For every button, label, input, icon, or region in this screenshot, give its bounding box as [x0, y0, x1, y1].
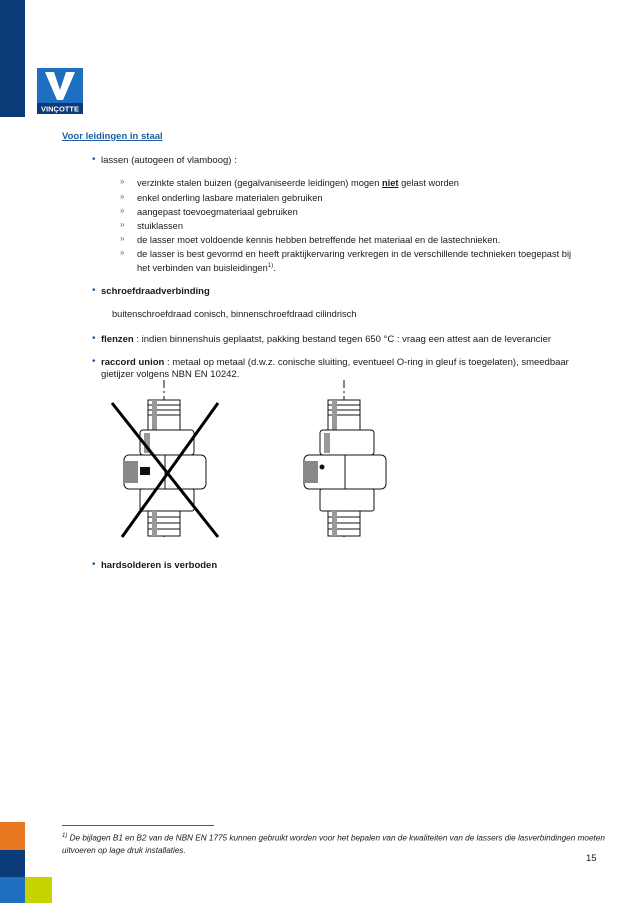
footnote-divider: [62, 825, 214, 826]
item-text: aangepast toevoegmateriaal gebruiken: [137, 207, 298, 217]
item-text-line2: het verbinden van buisleidingen: [137, 263, 268, 274]
raccord-text-line2: gietijzer volgens NBN EN 10242.: [101, 369, 240, 380]
vincotte-logo: [37, 68, 83, 114]
brand-stripe-blue: [0, 877, 25, 903]
item-text-tail: gelast worden: [398, 178, 459, 188]
union-drawing-approved: [304, 380, 386, 540]
bullet-icon: •: [92, 154, 96, 165]
item-text: stuiklassen: [137, 221, 183, 231]
section-heading: Voor leidingen in staal: [62, 131, 163, 142]
raccord-title: raccord union: [101, 357, 165, 368]
union-drawings: [100, 375, 400, 545]
arrow-icon: »: [120, 206, 125, 215]
schroef-description: buitenschroefdraad conisch, binnenschroefdraad cilindrisch: [112, 309, 357, 319]
brand-stripe-top: [0, 0, 25, 117]
flenzen-title: flenzen: [101, 334, 134, 345]
lassen-label: lassen (autogeen of vlamboog) :: [101, 155, 237, 166]
item-text-tail: .: [273, 263, 276, 274]
hardsolderen-text: hardsolderen is verboden: [101, 560, 218, 571]
raccord-text: : metaal op metaal (d.w.z. conische sluiting, eventueel O-ring in gleuf is toegelaten), smeedbaar: [164, 357, 569, 368]
flenzen-text: : indien binnenshuis geplaatst, pakking bestand tegen 650 °C : vraag een attest aan de leverancier: [133, 334, 552, 345]
bullet-icon: •: [92, 356, 96, 367]
bullet-icon: •: [92, 333, 96, 344]
arrow-icon: »: [120, 192, 125, 201]
brand-stripe-navy: [0, 850, 25, 877]
footnote: [62, 830, 607, 857]
page-number: 15: [586, 853, 597, 864]
bullet-icon: •: [92, 559, 96, 570]
arrow-icon: »: [120, 220, 125, 229]
brand-stripe-orange: [0, 822, 25, 850]
logo-text: VINÇOTTE: [41, 104, 79, 114]
arrow-icon: »: [120, 248, 125, 257]
footnote-mark: 1): [62, 833, 68, 839]
bullet-icon: •: [92, 285, 96, 296]
item-text: de lasser moet voldoende kennis hebben betreffende het materiaal en de lastechnieken.: [137, 235, 501, 245]
brand-stripe-green: [25, 877, 52, 903]
footnote-ref: 1): [267, 263, 274, 269]
footnote-text: De bijlagen B1 en B2 van de NBN EN 1775 kunnen gebruikt worden voor het bepalen van de kwaliteiten van de lassers die lasverbindingen moeten uitvoeren op lage druk installaties.: [62, 833, 605, 855]
arrow-icon: »: [120, 234, 125, 243]
item-text: de lasser is best gevormd en heeft praktijkervaring verkregen in de verschillende technieken toegepast bij: [137, 249, 572, 259]
item-text: verzinkte stalen buizen (gegalvaniseerde leidingen) mogen: [137, 178, 382, 188]
schroef-title: schroefdraadverbinding: [101, 286, 210, 297]
arrow-icon: »: [120, 177, 125, 186]
item-text: enkel onderling lasbare materialen gebruiken: [137, 193, 323, 203]
item-emphasis: niet: [381, 178, 399, 188]
